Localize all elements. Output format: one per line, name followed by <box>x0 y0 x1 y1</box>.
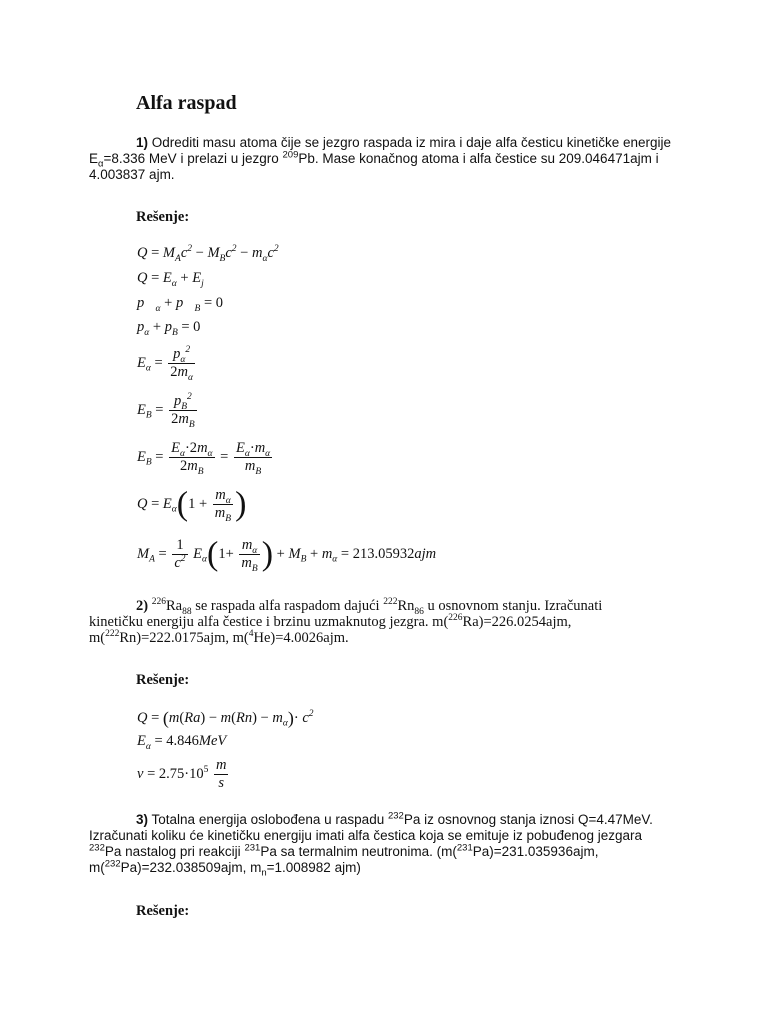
speed-mantissa: 2.75 <box>158 765 185 782</box>
alpha-sub: α <box>98 158 104 170</box>
problem-3-line3a: Pa nastalog pri reakciji <box>104 844 241 859</box>
problem-2-line2a: kinetičku energiju alfa čestice i brzinu uzmaknutog jezgra. m( <box>89 614 449 630</box>
problem-3-line3c: Pa)=231.035936ajm, <box>472 844 599 859</box>
equation-q-energy: $Q = E_\alpha + E_j$ <box>137 270 204 289</box>
problem-3-number: 3) <box>136 812 149 827</box>
problem-3 <box>89 810 690 879</box>
ra-mass-sup-2: 226 <box>448 613 463 624</box>
ra-atomic-sub: 88 <box>182 606 192 617</box>
problem-1-line3: 4.003837 ajm. <box>89 167 175 182</box>
alpha-energy-value: 4.846 <box>166 733 199 749</box>
problem-2-text2: u osnovnom stanju. Izračunati <box>427 598 603 614</box>
he-mass-sup: 4 <box>248 629 254 640</box>
problem-3-line4b: Pa)=232.038509ajm, m <box>120 860 262 875</box>
problem-1 <box>89 135 690 183</box>
solution-label-1: Rešenje: <box>136 209 190 225</box>
problem-1-line2a: =8.336 MeV i prelazi u jezgro <box>103 151 279 166</box>
equation-q-masses: $Q = (m(Ra) - m(Rn) - m_\alpha)\cdot c^2$ <box>137 708 314 729</box>
equation-e-b: $E_B$ = $\frac{p_B^2}{2m_B}$ <box>137 392 195 430</box>
pa-mass-sup: 232 <box>387 810 404 822</box>
ra-symbol: Ra <box>165 598 183 614</box>
problem-2-text1: se raspada alfa raspadom dajući <box>195 598 380 614</box>
problem-1-number: 1) <box>136 135 149 150</box>
mass-a-result: 213.05932 <box>352 545 415 562</box>
rn-mass-sup-2: 222 <box>105 629 120 640</box>
problem-3-line3b: Pa sa termalnim neutronima. (m( <box>260 844 457 859</box>
pa231-mass-sup-2: 231 <box>456 842 473 854</box>
rn-mass-sup: 222 <box>383 597 398 608</box>
neutron-sub: n <box>261 867 267 879</box>
energy-symbol: E <box>89 151 99 166</box>
equation-q-mass: $Q = M_Ac^2 - M_Bc^2 - m_\alpha c^2$ <box>137 244 279 264</box>
problem-3-line1a: Totalna energija oslobođena u raspadu <box>151 812 385 827</box>
problem-2-number: 2) <box>136 598 149 614</box>
pa-mass-sup-2: 232 <box>89 842 105 854</box>
problem-2-line2b: Ra)=226.0254ajm, <box>462 614 572 630</box>
page-title: Alfa raspad <box>136 92 237 114</box>
problem-2 <box>89 598 690 646</box>
rn-symbol: Rn <box>397 598 415 614</box>
pa232-mass-sup: 232 <box>104 858 121 870</box>
problem-2-line3b: Rn)=222.0175ajm, m( <box>119 630 249 646</box>
problem-3-line2: Izračunati koliku će kinetičku energiju imati alfa čestica koja se emituje iz pobuđenog jezgara <box>89 828 643 843</box>
pa231-mass-sup: 231 <box>244 842 261 854</box>
problem-3-line1b: Pa iz osnovnog stanja iznosi Q=4.47MeV. <box>403 812 653 827</box>
problem-3-line4c: =1.008982 ajm) <box>266 860 361 875</box>
equation-momentum: $p_\alpha + p_B = 0$ <box>137 319 201 338</box>
mass-a-unit: ajm <box>414 545 437 562</box>
speed-exponent: 5 <box>203 765 209 775</box>
problem-1-line1: Odrediti masu atoma čije se jezgro raspada iz mira i daje alfa česticu kinetičke energije <box>151 135 672 150</box>
equation-momentum-vector: $p⃗_\alpha$ + $p⃗_B = 0$ <box>137 295 223 314</box>
mass-number-sup: 209 <box>282 149 299 161</box>
speed-unit-den: s <box>218 775 225 791</box>
speed-unit-num: m <box>215 757 227 773</box>
solution-label-2: Rešenje: <box>136 672 190 688</box>
equation-q-factor: $Q = E_\alpha(1$ + $\frac{m_\alpha}{m_B}$ ) <box>137 485 247 524</box>
problem-3-line4a: m( <box>89 860 105 875</box>
rn-atomic-sub: 86 <box>414 606 424 617</box>
problem-1-line2b: Pb. Mase konačnog atoma i alfa čestice su 209.046471ajm i <box>298 151 659 166</box>
problem-2-line3a: m( <box>89 630 106 646</box>
equation-mass-a: $M_A$ = $\frac{1}{c^2}$ $E_\alpha(1+$ $\frac{m_\alpha}{m_B}$ ) + $M_B + m_\alpha = 213.05932ajm$ <box>137 535 437 574</box>
problem-2-line3c: He)=4.0026ajm. <box>253 630 349 646</box>
equation-e-b-expanded: $E_B$ = $\frac{E_\alpha\cdot 2m_\alpha}{2m_B}$ = $\frac{E_\alpha\cdot m_\alpha}{m_B}$ <box>137 440 271 477</box>
ra-mass-sup: 226 <box>151 597 166 608</box>
alpha-energy-unit: MeV <box>198 733 227 749</box>
equation-speed: $v = 2.75\cdot 10^5$ $\frac{m}{s}$ <box>137 757 227 791</box>
equation-e-alpha: $E_\alpha$ = $\frac{p_\alpha^2}{2m_\alpha}$ <box>137 345 194 383</box>
solution-label-3: Rešenje: <box>136 903 190 919</box>
equation-e-alpha-value: $E_\alpha = 4.846MeV$ <box>137 733 227 752</box>
